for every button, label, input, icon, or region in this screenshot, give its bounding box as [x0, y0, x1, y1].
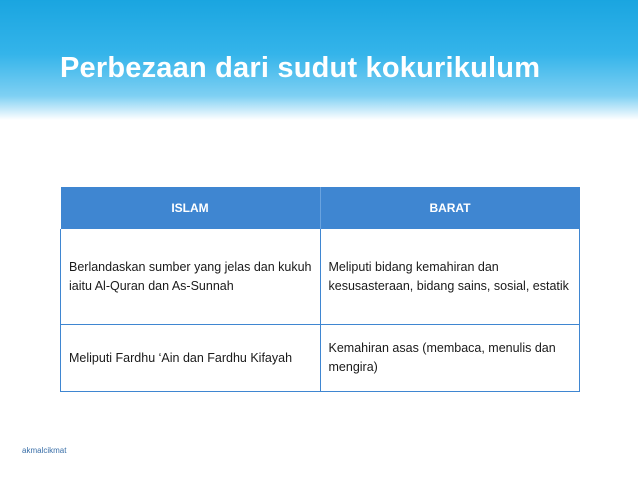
table-cell-islam: Meliputi Fardhu ‘Ain dan Fardhu Kifayah — [61, 325, 321, 392]
table-row — [61, 325, 580, 392]
slide-footer-author: akmalcikmat — [22, 446, 67, 455]
table-cell-barat: Kemahiran asas (membaca, menulis dan mengira) — [320, 325, 580, 392]
column-header-islam: ISLAM — [61, 187, 321, 229]
slide-title: Perbezaan dari sudut kokurikulum — [60, 52, 541, 84]
column-header-barat: BARAT — [320, 187, 580, 229]
table-cell-islam: Berlandaskan sumber yang jelas dan kukuh iaitu Al-Quran dan As-Sunnah — [61, 229, 321, 325]
table-header-row — [61, 187, 580, 229]
comparison-table — [60, 187, 580, 392]
table-cell-barat: Meliputi bidang kemahiran dan kesusasteraan, bidang sains, sosial, estatik — [320, 229, 580, 325]
table-row — [61, 229, 580, 325]
